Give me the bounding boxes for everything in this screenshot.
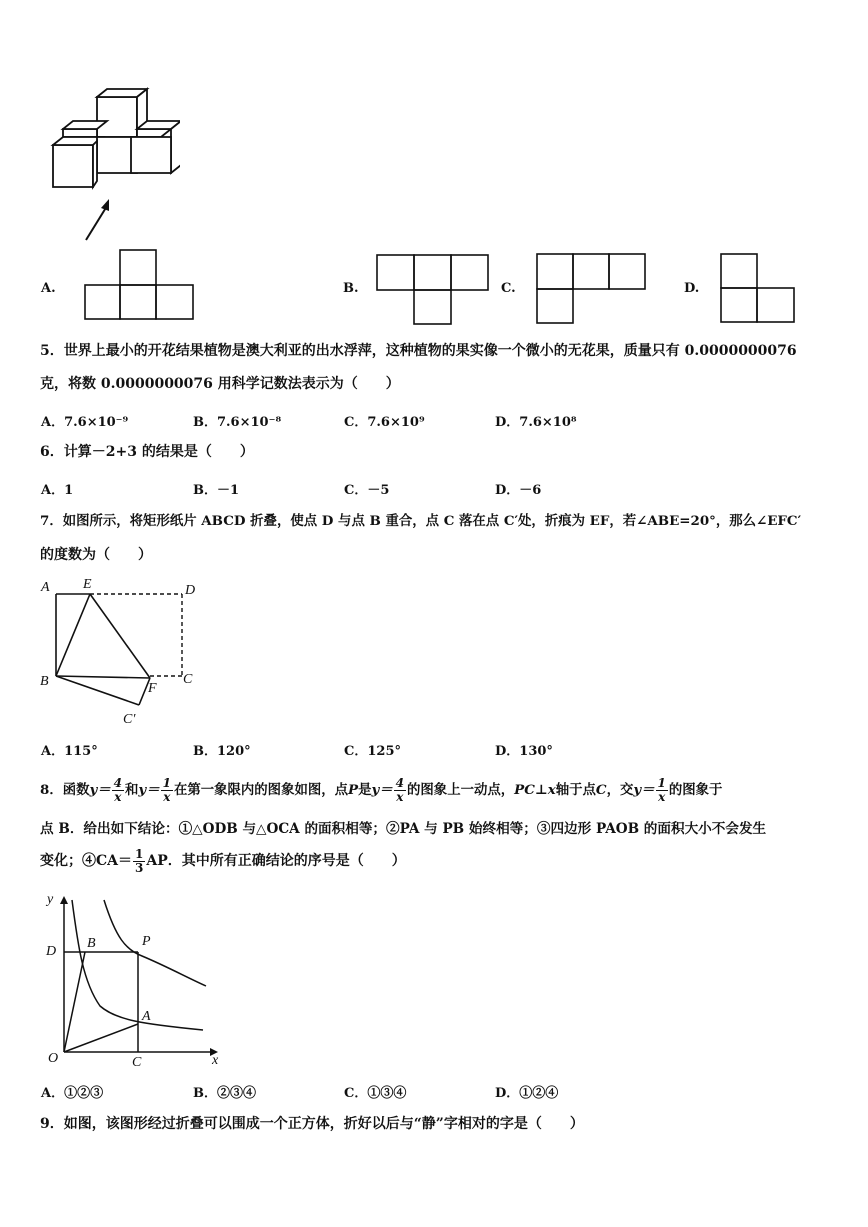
q7-option-a[interactable]: A．115° <box>41 744 98 759</box>
q7-option-d[interactable]: D．130° <box>495 744 553 759</box>
curve-4-over-x <box>104 900 206 986</box>
q6-option-b[interactable]: B．－1 <box>193 483 240 498</box>
q8-y-eq-1: y＝ <box>89 782 111 798</box>
q7-stem-line1: 7．如图所示，将矩形纸片 ABCD 折叠，使点 D 与点 B 重合，点 C 落在点 C′处，折痕为 EF，若∠ABE=20°，那么∠EFC′ <box>40 513 802 529</box>
q8-y-eq-3: y＝ <box>371 782 393 798</box>
arrow-head-icon <box>101 199 109 211</box>
q8-line3-b: AP．其中所有正确结论的序号是（ ） <box>146 853 406 869</box>
q8-label-b: B <box>87 936 96 951</box>
q4-option-a-label[interactable]: A. <box>41 281 56 296</box>
q8-label-c: C <box>132 1055 142 1068</box>
q5-stem-line2: 克，将数 0.0000000076 用科学记数法表示为（ ） <box>40 376 400 392</box>
q8-stem-line2: 点 B．给出如下结论：①△ODB 与△OCA 的面积相等；②PA 与 PB 始终相等；③四边形 PAOB 的面积大小不会发生 <box>40 821 767 837</box>
q8-label-d: D <box>46 944 57 959</box>
q8-mid2: 的图象上一动点， <box>407 782 515 798</box>
q4-option-d-label[interactable]: D. <box>684 281 700 296</box>
q6-stem: 6．计算－2+3 的结果是（ ） <box>40 444 254 460</box>
q8-mid4: ，交 <box>606 782 634 798</box>
q5-option-b[interactable]: B．7.6×10⁻⁸ <box>193 415 282 430</box>
q8-stem-line3 <box>40 847 406 875</box>
q4-option-d-figure[interactable] <box>720 253 798 325</box>
q8-stem-line1 <box>40 777 722 804</box>
q6-option-d[interactable]: D．－6 <box>495 483 542 498</box>
y-axis-arrow-icon <box>60 896 68 904</box>
q8-fraction-1-over-3: $\frac{1}{3}$ <box>135 846 144 875</box>
q4-option-b-label[interactable]: B. <box>343 281 359 296</box>
q8-fraction-4-over-x-2: $\frac{4}{x}$ <box>395 776 405 804</box>
q8-mid5: 的图象于 <box>668 782 723 798</box>
q4-option-b-figure[interactable] <box>376 254 490 326</box>
q8-option-c[interactable]: C．①③④ <box>344 1086 407 1101</box>
q8-y-eq-4: y＝ <box>633 782 655 798</box>
q7-stem-line2: 的度数为（ ） <box>40 547 152 563</box>
q8-label-o: O <box>48 1051 59 1066</box>
q8-mid1: 在第一象限内的图象如图，点 <box>173 782 349 798</box>
q5-stem-line1: 5．世界上最小的开花结果植物是澳大利亚的出水浮萍，这种植物的果实像一个微小的无花果，质量只有 0.0000000076 <box>40 343 797 359</box>
q8-label-p: P <box>142 934 151 949</box>
cube-stack-figure <box>40 85 180 245</box>
q7-rectangle-fold-figure <box>38 575 208 735</box>
q7-option-c[interactable]: C．125° <box>344 744 401 759</box>
q7-label-c: C <box>183 672 193 687</box>
q8-pc-perp: PC⊥x <box>514 782 556 798</box>
q7-label-f: F <box>148 681 157 696</box>
q8-label-y: y <box>47 892 54 907</box>
q4-option-c-figure[interactable] <box>536 253 648 325</box>
q6-option-c[interactable]: C．－5 <box>344 483 390 498</box>
q8-line3-a: 变化；④CA＝ <box>40 853 133 869</box>
q8-fraction-4-over-x: $\frac{4}{x}$ <box>113 776 123 804</box>
q9-stem: 9．如图，该图形经过折叠可以围成一个正方体，折好以后与“静”字相对的字是（ ） <box>40 1116 584 1132</box>
q8-y-eq-2: y＝ <box>138 782 160 798</box>
view-arrow <box>86 206 107 240</box>
q8-option-d[interactable]: D．①②④ <box>495 1086 559 1101</box>
q8-fraction-1-over-x: $\frac{1}{x}$ <box>162 776 171 804</box>
q8-point-c: C <box>595 782 607 798</box>
q4-option-c-label[interactable]: C. <box>501 281 516 296</box>
q8-fraction-1-over-x-2: $\frac{1}{x}$ <box>657 776 666 804</box>
q7-label-d: D <box>185 583 196 598</box>
q8-is: 是 <box>358 782 372 798</box>
q7-label-b: B <box>40 674 49 689</box>
q8-point-p: P <box>348 782 359 798</box>
q7-label-c-prime: C′ <box>123 712 136 727</box>
q7-option-b[interactable]: B．120° <box>193 744 251 759</box>
q5-option-c[interactable]: C．7.6×10⁹ <box>344 415 425 430</box>
q8-function-graph <box>38 886 228 1068</box>
q8-mid3: 轴于点 <box>555 782 596 798</box>
q7-label-a: A <box>41 580 50 595</box>
q6-option-a[interactable]: A．1 <box>41 483 74 498</box>
q5-option-a[interactable]: A．7.6×10⁻⁹ <box>41 415 129 430</box>
q8-option-b[interactable]: B．②③④ <box>193 1086 256 1101</box>
q4-option-a-figure[interactable] <box>84 249 196 321</box>
q8-and: 和 <box>125 782 139 798</box>
q5-option-d[interactable]: D．7.6×10⁸ <box>495 415 577 430</box>
q7-label-e: E <box>83 577 92 592</box>
q8-label-x: x <box>212 1053 219 1068</box>
q8-prefix: 8．函数 <box>40 782 90 798</box>
q8-option-a[interactable]: A．①②③ <box>41 1086 104 1101</box>
q8-label-a: A <box>142 1009 151 1024</box>
